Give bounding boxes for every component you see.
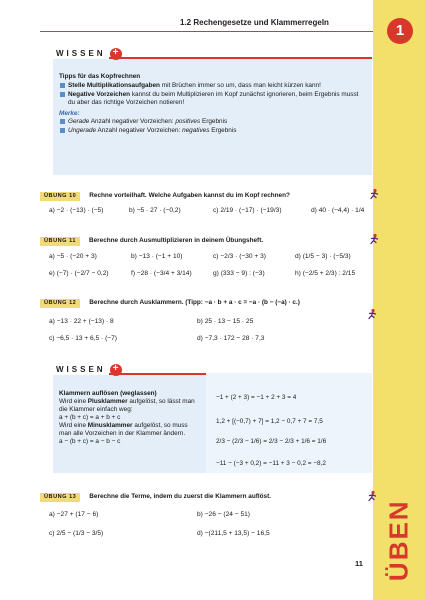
tip-bold: Negative Vorzeichen xyxy=(68,91,131,98)
tip-item xyxy=(59,91,366,107)
task-item: e) (−7) · (−2/7 − 0,2) xyxy=(49,270,109,277)
rule-formula: a − (b + c) = a − b − c xyxy=(59,438,121,445)
runner-icon xyxy=(368,188,380,200)
exercise-badge: ÜBUNG 12 xyxy=(40,299,80,308)
text: Wird eine xyxy=(59,398,88,405)
tip-item xyxy=(59,82,366,90)
side-label xyxy=(381,490,417,590)
task-item: d) 40 · (−4,4) · 1/4 xyxy=(311,207,365,214)
side-label-text: ÜBEN xyxy=(383,499,414,581)
exercise-12-header xyxy=(40,299,300,308)
exercise-instruction: Berechne durch Ausklammern. (Tipp: −a · b + a · c = −a · (b − (−a) · c.) xyxy=(89,299,300,307)
exercise-12-tasks xyxy=(49,318,369,348)
header-rule xyxy=(40,31,373,32)
page-number: 11 xyxy=(355,559,363,568)
example-line: 1,2 + [(−0,7) + 7] = 1,2 − 0,7 + 7 = 7,5 xyxy=(216,418,323,425)
tip-bold: Stelle Multiplikationsaufgaben xyxy=(68,82,160,89)
merke-heading: Merke: xyxy=(59,110,80,117)
exercise-10-header xyxy=(40,192,290,201)
task-item: g) (333 − 9) : (−3) xyxy=(213,270,265,277)
example-line: −1 + (2 + 3) = −1 + 2 + 3 = 4 xyxy=(216,394,297,401)
task-item: b) −13 · (−1 + 10) xyxy=(131,253,183,260)
text-bold: Plusklammer xyxy=(87,398,128,405)
section-title: 1.2 Rechengesetze und Klammerregeln xyxy=(180,18,329,27)
task-item: b) −5 · 27 · (−0,2) xyxy=(129,207,181,214)
task-item: c) −2/3 · (−30 + 3) xyxy=(213,253,266,260)
wissen-label: WISSEN xyxy=(53,49,109,59)
task-item: a) −2 · (−13) · (−5) xyxy=(49,207,104,214)
exercise-10-tasks xyxy=(49,207,369,221)
runner-icon xyxy=(366,490,378,502)
rule-result: negatives xyxy=(182,127,210,134)
rule-text: Anzahl negativer Vorzeichen: xyxy=(96,127,183,134)
exercise-badge: ÜBUNG 13 xyxy=(40,493,80,502)
wissen-rules-column xyxy=(53,373,203,473)
rule-text xyxy=(59,398,197,414)
task-item: a) −5 · (−20 + 3) xyxy=(49,253,97,260)
example-line: 2/3 − (2/3 − 1/6) = 2/3 − 2/3 + 1/6 = 1/6 xyxy=(216,438,327,445)
task-item: a) −27 + (17 − 6) xyxy=(49,511,99,518)
rule-item xyxy=(59,118,366,126)
task-item: c) −6,5 · 13 + 6,5 · (−7) xyxy=(49,335,117,342)
rule-item xyxy=(59,127,366,135)
plus-icon: + xyxy=(110,48,122,60)
rule-end: Ergebnis xyxy=(200,118,228,125)
tip-text: kannst du beim Multiplizieren im Kopf zunächst ignorieren, beim Ergebnis musst du aber das richtige Vorzeichen notieren! xyxy=(68,91,359,106)
task-item: c) 2/19 · (−17) · (−19/3) xyxy=(213,207,282,214)
wissen-header xyxy=(53,48,122,59)
task-item: c) 2/5 − (1/3 − 3/5) xyxy=(49,530,104,537)
wissen-examples-column xyxy=(206,373,372,473)
wissen-box-klammern xyxy=(53,363,372,473)
tip-text: mit Brüchen immer so um, dass man leicht kürzen kann! xyxy=(159,82,321,89)
rule-formula: a + (b + c) = a + b + c xyxy=(59,414,121,421)
text: Wird eine xyxy=(59,422,88,429)
task-item: a) −13 · 22 + (−13) · 8 xyxy=(49,318,114,325)
wissen-title: Tipps für das Kopfrechnen xyxy=(59,73,141,80)
wissen-label: WISSEN xyxy=(53,365,109,375)
task-item: b) 25 · 13 − 15 · 25 xyxy=(197,318,254,325)
rule-text xyxy=(59,422,197,438)
exercise-13-tasks xyxy=(49,511,369,545)
exercise-badge: ÜBUNG 11 xyxy=(40,237,80,246)
exercise-instruction: Berechne durch Ausmultiplizieren in deinem Übungsheft. xyxy=(88,237,264,245)
exercise-instruction: Rechne vorteilhaft. Welche Aufgaben kannst du im Kopf rechnen? xyxy=(89,192,290,200)
rule-em: Ungerade xyxy=(68,127,97,134)
exercise-11-header xyxy=(40,237,263,246)
text: aufgelöst, so muss man alle Vorzeichen in der Klammer ändern. xyxy=(59,422,188,437)
exercise-badge: ÜBUNG 10 xyxy=(40,192,80,201)
runner-icon xyxy=(368,233,380,245)
task-item: d) −(211,5 + 13,5) − 16,5 xyxy=(197,530,270,537)
rule-text: Anzahl negativer Vorzeichen: xyxy=(89,118,176,125)
rule-em: Gerade xyxy=(68,118,90,125)
task-item: d) (1/5 − 3) · (−5/3) xyxy=(295,253,351,260)
example-line: −11 − (−3 + 0,2) = −11 + 3 − 0,2 = −8,2 xyxy=(216,460,326,467)
exercise-13-header xyxy=(40,493,271,502)
wissen-box-kopfrechnen xyxy=(53,47,372,175)
rule-result: positives xyxy=(175,118,201,125)
task-item: h) (−2/5 + 2/3) : 2/15 xyxy=(295,270,356,277)
text-bold: Minusklammer xyxy=(87,422,133,429)
exercise-11-tasks xyxy=(49,253,369,285)
task-item: d) −7,3 · 172 − 28 · 7,3 xyxy=(197,335,265,342)
text: aufgelöst, so lässt man die Klammer einfach weg: xyxy=(59,398,195,413)
wissen-title: Klammern auflösen (weglassen) xyxy=(59,390,157,397)
rule-end: Ergebnis xyxy=(209,127,237,134)
exercise-instruction: Berechne die Terme, indem du zuerst die Klammern auflöst. xyxy=(89,493,272,501)
plus-icon: + xyxy=(110,364,122,376)
chapter-number-badge: 1 xyxy=(387,18,413,44)
task-item: b) −26 − (24 − 51) xyxy=(197,511,250,518)
task-item: f) −28 · (−3/4 + 3/14) xyxy=(131,270,192,277)
